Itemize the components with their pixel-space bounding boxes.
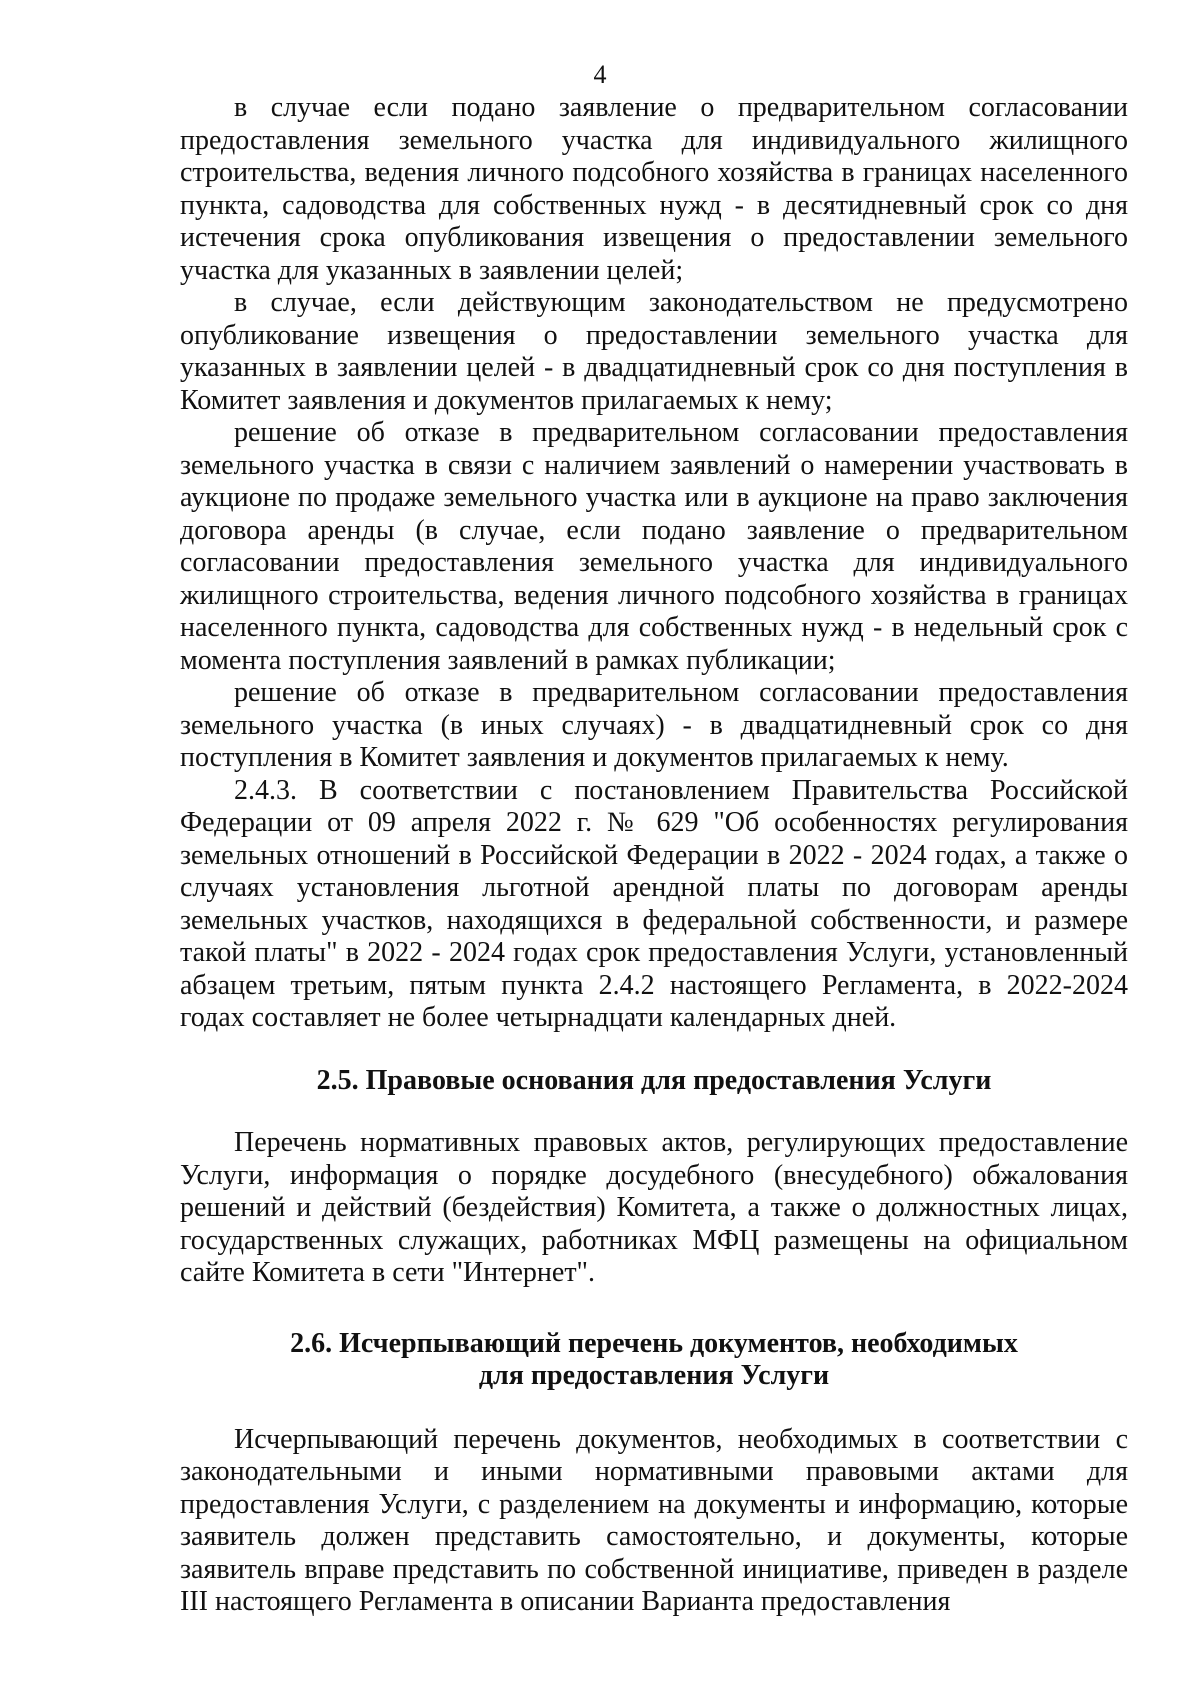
paragraph-refusal-other: решение об отказе в предварительном согласовании предоставления земельного участка (в иных случаях) - в двадцатидневный срок со дня поступления в Комитет заявления и документов прилагаемых к нему. [180,677,1128,773]
section-heading-2-5: 2.5. Правовые основания для предоставления Услуги [316,1064,992,1096]
paragraph-2-6: Исчерпывающий перечень документов, необходимых в соответствии с законодательными и иными нормативными правовыми актами для предоставления Услуги, с разделением на документы и информацию, которые заявитель должен представить самостоятельно, и документы, которые заявитель вправе представить по собственной инициативе, приведен в разделе III настоящего Регламента в описании Варианта предоставления [180,1423,1128,1617]
paragraph-deadline-no-publication: в случае, если действующим законодательством не предусмотрено опубликование извещения о предоставлении земельного участка для указанных в заявлении целей - в двадцатидневный срок со дня поступления в Комитет заявления и документов прилагаемых к нему; [180,287,1128,416]
document-body [180,92,1128,1619]
section-heading-2-6-line1: 2.6. Исчерпывающий перечень документов, необходимых [290,1327,1018,1359]
paragraph-deadline-izs: в случае если подано заявление о предварительном согласовании предоставления земельного участка для индивидуального жилищного строительства, ведения личного подсобного хозяйства в границах населенного пункта, садоводства для собственных нужд - в десятидневный срок со дня истечения срока опубликования извещения о предоставлении земельного участка для указанных в заявлении целей; [180,92,1128,286]
section-heading-2-6-line2: для предоставления Услуги [478,1360,830,1391]
paragraph-2-4-3: 2.4.3. В соответствии с постановлением Правительства Российской Федерации от 09 апреля 2022 г. № 629 "Об особенностях регулирования земельных отношений в Российской Федерации в 2022 - 2024 годах, а также о случаях установления льготной арендной платы по договорам аренды земельных участков, находящихся в федеральной собственности, и размере такой платы" в 2022 - 2024 годах срок предоставления Услуги, установленный абзацем третьим, пятым пункта 2.4.2 настоящего Регламента, в 2022-2024 годах составляет не более четырнадцати календарных дней. [180,774,1128,1033]
spacer [180,1393,1128,1424]
page-number: 4 [593,60,607,89]
section-heading-2-6 [180,1328,1128,1393]
spacer [180,1097,1128,1127]
paragraph-2-5: Перечень нормативных правовых актов, регулирующих предоставление Услуги, информация о порядке досудебного (внесудебного) обжалования решений и действий (бездействия) Комитета, а также о должностных лицах, государственных служащих, работниках МФЦ размещены на официальном сайте Комитета в сети "Интернет". [180,1127,1128,1288]
paragraph-refusal-auction: решение об отказе в предварительном согласовании предоставления земельного участка в связи с наличием заявлений о намерении участвовать в аукционе по продаже земельного участка или в аукционе на право заключения договора аренды (в случае, если подано заявление о предварительном согласовании предоставления земельного участка для индивидуального жилищного строительства, ведения личного подсобного хозяйства в границах населенного пункта, садоводства для собственных нужд - в недельный срок с момента поступления заявлений в рамках публикации; [180,417,1128,676]
spacer [180,1035,1128,1065]
spacer [180,1290,1128,1328]
